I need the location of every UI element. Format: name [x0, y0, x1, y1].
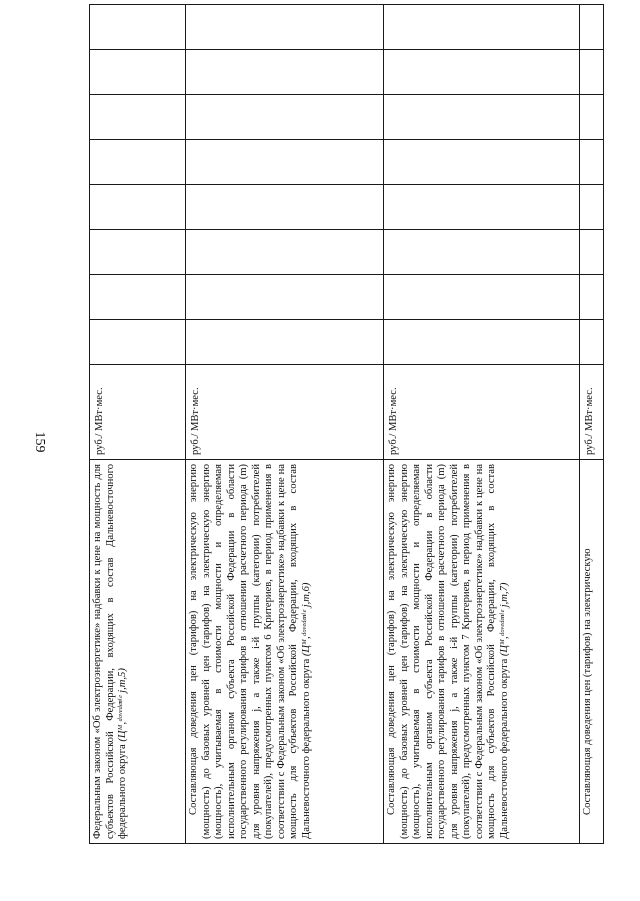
page-number: 159: [32, 431, 47, 453]
unit-text: руб./ МВт·мес.: [190, 387, 201, 455]
tariff-table-area: [89, 58, 595, 844]
empty-cell: [580, 95, 604, 140]
empty-cell: [186, 140, 384, 185]
description-text: Федеральным законом «Об электроэнергетике» надбавки к цене на мощность для субъектов Российской Федерации, входящих в состав Дальневосточного федерального округа: [92, 464, 128, 839]
formula-label: (Цᴹ,ᵈᵒᵛᵉᵈᵉⁿⁱᵉ j,m,7): [498, 582, 510, 657]
empty-cell: [384, 320, 580, 365]
empty-cell: [580, 50, 604, 95]
table-row: [186, 5, 384, 844]
unit-cell: [186, 365, 384, 460]
empty-cell: [384, 185, 580, 230]
empty-cell: [384, 50, 580, 95]
table-row: [580, 5, 604, 844]
empty-cell: [384, 275, 580, 320]
unit-cell: [90, 365, 186, 460]
empty-cell: [186, 50, 384, 95]
empty-cell: [580, 5, 604, 50]
rotated-table-wrapper: [89, 58, 595, 844]
empty-cell: [186, 275, 384, 320]
empty-cell: [90, 5, 186, 50]
unit-text: руб./ МВт·мес.: [94, 387, 105, 455]
description-cell: [580, 460, 604, 844]
empty-cell: [384, 230, 580, 275]
empty-cell: [384, 5, 580, 50]
table-row: [90, 5, 186, 844]
empty-cell: [580, 320, 604, 365]
empty-cell: [186, 185, 384, 230]
empty-cell: [90, 50, 186, 95]
empty-cell: [580, 275, 604, 320]
formula-label: (Цᴹ,ᵈᵒᵛᵉᵈᵉⁿⁱᵉ j,m,5): [117, 668, 128, 742]
empty-cell: [90, 185, 186, 230]
empty-cell: [580, 140, 604, 185]
unit-cell: [580, 365, 604, 460]
tariff-components-table: [89, 4, 604, 844]
empty-cell: [186, 320, 384, 365]
empty-cell: [384, 140, 580, 185]
description-text: Составляющая доведения цен (тарифов) на электрическую: [582, 548, 593, 815]
unit-cell: [384, 365, 580, 460]
description-text: Составляющая доведения цен (тарифов) на электрическую энергию (мощность) до базовых уровней цен (тарифов) на электрическую энергию (мощность), учитываемая в стоимости мощности и определяемая исполнительным органом субъекта Российской Федерации в области государственного регулирования тарифов в отношении расчетного периода (m) для уровня напряжения j, а также i-й группы (категории) потребителей (покупателей), предусмотренных пунктом 7 Критериев, в период применения в соответствии с Федеральным законом «Об электроэнергетике» надбавки к цене на мощность для субъектов Российской Федерации, входящих в состав Дальневосточного федерального округа: [386, 464, 510, 839]
table-row: [384, 5, 580, 844]
unit-text: руб./ МВт·мес.: [388, 387, 399, 455]
empty-cell: [90, 140, 186, 185]
empty-cell: [90, 275, 186, 320]
description-text: Составляющая доведения цен (тарифов) на электрическую энергию (мощность) до базовых уровней цен (тарифов) на электрическую энергию (мощность), учитываемая в стоимости мощности и определяемая исполнительным органом субъекта Российской Федерации в области государственного регулирования тарифов в отношении расчетного периода (m) для уровня напряжения j, а также i-й группы (категории) потребителей (покупателей), предусмотренных пунктом 6 Критериев, в период применения в соответствии с Федеральным законом «Об электроэнергетике» надбавки к цене на мощность для субъектов Российской Федерации, входящих в состав Дальневосточного федерального округа: [188, 464, 312, 839]
description-cell: [186, 460, 384, 844]
formula-label: (Цᴹ,ᵈᵒᵛᵉᵈᵉⁿⁱᵉ j,m,6): [300, 582, 312, 657]
empty-cell: [90, 95, 186, 140]
empty-cell: [90, 320, 186, 365]
empty-cell: [580, 230, 604, 275]
empty-cell: [580, 185, 604, 230]
description-cell: [90, 460, 186, 844]
empty-cell: [186, 5, 384, 50]
empty-cell: [384, 95, 580, 140]
empty-cell: [90, 230, 186, 275]
empty-cell: [186, 230, 384, 275]
description-cell: [384, 460, 580, 844]
unit-text: руб./ МВт·мес.: [584, 387, 595, 455]
empty-cell: [186, 95, 384, 140]
